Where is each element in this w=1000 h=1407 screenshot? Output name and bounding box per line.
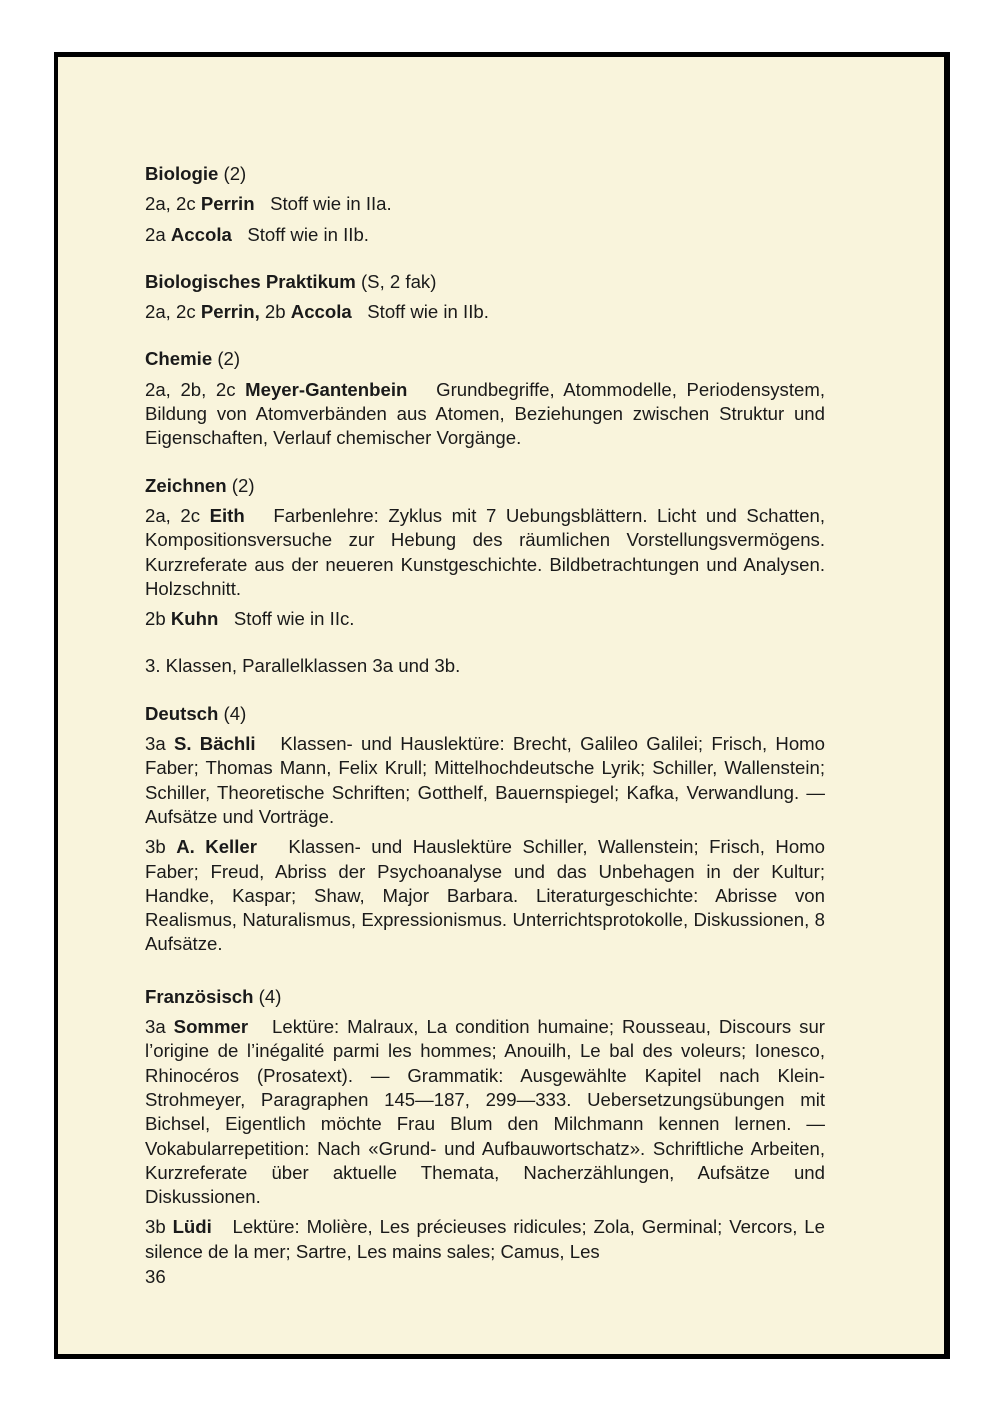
- section-note: (4): [258, 985, 282, 1007]
- course-entry: [145, 835, 825, 956]
- course-text: Stoff wie in IIb.: [247, 223, 369, 245]
- class-prefix: 3a: [145, 1016, 166, 1038]
- course-entry: [145, 223, 825, 247]
- course-entry: [145, 1015, 825, 1209]
- class-prefix: 2a: [145, 223, 166, 245]
- section-title: Französisch: [145, 985, 254, 1007]
- page-number: 36: [145, 1266, 166, 1287]
- course-text: Stoff wie in IIb.: [367, 301, 489, 323]
- document-page: [58, 57, 944, 1354]
- course-text: Klassen- und Hauslektüre Schiller, Wallenstein; Frisch, Homo Faber; Freud, Abriss der Psychoanalyse und das Unbehagen in der Kultur; Handke, Kaspar; Shaw, Major Barbara. Literaturgeschichte: Abrisse von Realismus, Naturalismus, Expressionismus. Unterrichtsprotokolle, Diskussionen, 8 Aufsätze.: [145, 836, 826, 955]
- course-text: Klassen- und Hauslektüre: Brecht, Galileo Galilei; Frisch, Homo Faber; Thomas Mann, Felix Krull; Mittelhochdeutsche Lyrik; Schiller, Wallenstein; Schiller, Theoretische Schriften; Gotthelf, Bauernspiegel; Kafka, Verwandlung. — Aufsätze und Vorträge.: [145, 733, 825, 827]
- class-prefix: 3b: [145, 836, 166, 858]
- course-text: Stoff wie in IIa.: [270, 193, 392, 215]
- section-heading-zeichnen: [145, 474, 825, 498]
- course-entry: [145, 504, 825, 601]
- class-prefix: 3b: [145, 1216, 166, 1238]
- course-entry: [145, 378, 825, 451]
- section-note: (2): [223, 163, 247, 184]
- class-prefix: 2b: [145, 608, 166, 630]
- teacher-name: Perrin: [200, 193, 255, 215]
- teacher-name: Lüdi: [172, 1216, 212, 1238]
- class-prefix: 2a, 2c: [145, 193, 196, 215]
- teacher-name: Eith: [209, 504, 245, 526]
- teacher-name: Sommer: [173, 1016, 249, 1038]
- course-text: Lektüre: Molière, Les précieuses ridicules; Zola, Germinal; Vercors, Le silence de la mer; Sartre, Les mains sales; Camus, Les: [145, 1216, 825, 1262]
- class-prefix: 2b: [264, 301, 286, 323]
- course-entry: [145, 607, 825, 631]
- section-heading-franzoesisch: [145, 985, 825, 1009]
- teacher-name: Meyer-Gantenbein: [245, 378, 408, 400]
- course-text: Grundbegriffe, Atommodelle, Periodensystem, Bildung von Atomverbänden aus Atomen, Beziehungen zwischen Struktur und Eigenschaften, Verlauf chemischer Vorgänge.: [145, 378, 826, 449]
- section-heading-biologie: [145, 162, 825, 186]
- section-title: Deutsch: [145, 702, 219, 724]
- section-note: (S, 2 fak): [360, 270, 437, 292]
- course-text: Stoff wie in IIc.: [233, 608, 355, 630]
- section-title: Zeichnen: [145, 474, 227, 496]
- course-entry: [145, 1215, 825, 1264]
- teacher-name: Perrin,: [200, 301, 260, 323]
- section-title: Biologisches Praktikum: [145, 270, 356, 292]
- section-heading-biologisches-praktikum: [145, 270, 825, 294]
- teacher-name: S. Bächli: [173, 733, 256, 755]
- course-text: Farbenlehre: Zyklus mit 7 Uebungsblättern. Licht und Schatten, Kompositionsversuche zur Hebung des räumlichen Vorstellungsvermögens. Kurzreferate aus der neueren Kunstgeschichte. Bildbetrachtungen und Analysen. Holzschnitt.: [145, 504, 825, 599]
- section-heading-chemie: [145, 347, 825, 371]
- teacher-name: A. Keller: [176, 836, 257, 858]
- course-text: Lektüre: Malraux, La condition humaine; Rousseau, Discours sur l’origine de l’inégalité parmi les hommes; Anouilh, Le bal des voleurs; Ionesco, Rhinocéros (Prosatext). — Grammatik: Ausgewählte Kapitel nach Klein-Strohmeyer, Paragraphen 145—187, 299—333. Uebersetzungsübungen mit Bichsel, Eigentlich möchte Frau Blum den Milchmann kennen lernen. — Vokabularrepetition: Nach «Grund- und Aufbauwortschatz». Schriftliche Arbeiten, Kurzreferate über aktuelle Themata, Nacherzählungen, Aufsätze und Diskussionen.: [145, 1016, 825, 1208]
- course-entry: [145, 192, 825, 216]
- page-content: [145, 162, 825, 1264]
- section-heading-deutsch: [145, 702, 825, 726]
- section-note: (2): [217, 348, 241, 370]
- teacher-name: Accola: [290, 301, 352, 323]
- class-prefix: 2a, 2c: [145, 301, 196, 323]
- class-prefix: 3a: [145, 733, 166, 755]
- section-title: Chemie: [145, 348, 213, 370]
- section-note: (4): [223, 702, 247, 724]
- class-prefix: 2a, 2b, 2c: [145, 378, 236, 400]
- teacher-name: Accola: [170, 223, 232, 245]
- course-entry: [145, 300, 825, 324]
- course-entry: [145, 732, 825, 829]
- teacher-name: Kuhn: [170, 608, 219, 630]
- section-note: (2): [231, 474, 255, 496]
- class-prefix: 2a, 2c: [145, 504, 201, 526]
- section-title: Biologie: [145, 163, 219, 184]
- class-note: 3. Klassen, Parallelklassen 3a und 3b.: [145, 655, 461, 677]
